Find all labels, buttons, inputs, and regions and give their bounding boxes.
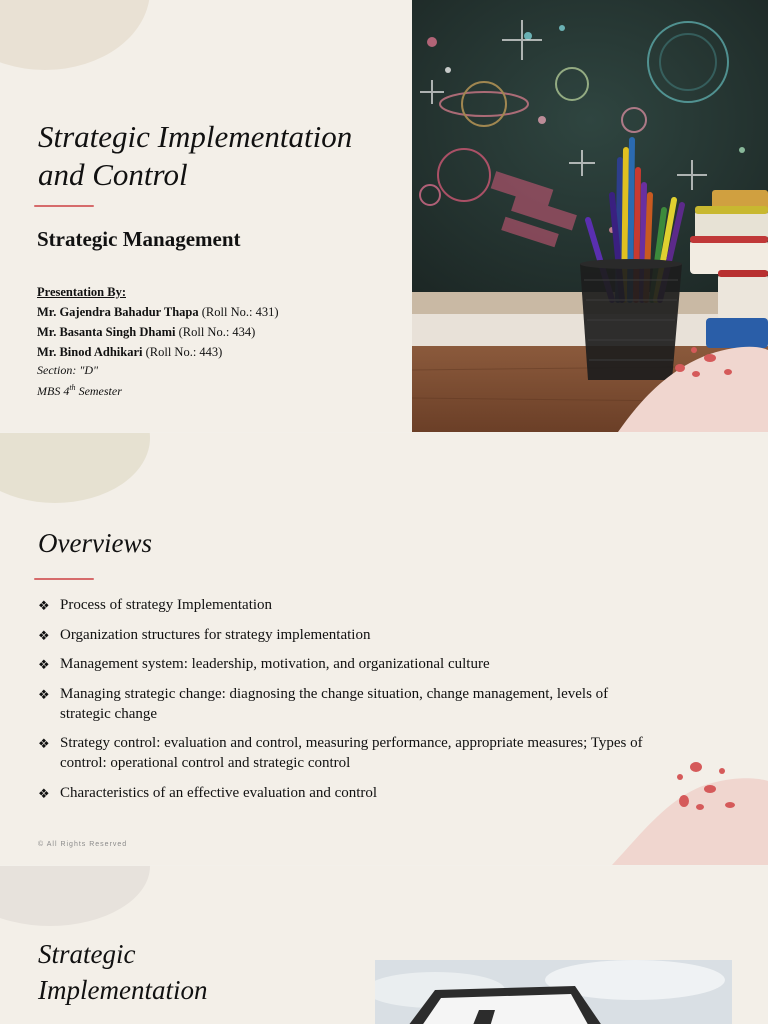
- presenter-roll: (Roll No.: 431): [201, 305, 279, 319]
- list-item: [38, 595, 658, 615]
- sign-illustration: [375, 960, 732, 1024]
- bullet-text: Organization structures for strategy implementation: [60, 626, 371, 643]
- title-underline: [34, 205, 94, 207]
- presenter-name: Mr. Basanta Singh Dhami: [37, 325, 176, 339]
- section-slide: [0, 866, 768, 1024]
- semester-prefix: MBS 4: [37, 384, 70, 398]
- presenter-name: Mr. Gajendra Bahadur Thapa: [37, 305, 199, 319]
- list-item: [38, 654, 658, 674]
- presenter-row: [37, 342, 278, 362]
- presenter-roll: (Roll No.: 434): [178, 325, 256, 339]
- decorative-blob: [0, 433, 150, 503]
- copyright-footer: © All Rights Reserved: [38, 841, 128, 848]
- section-info: [37, 362, 122, 400]
- list-item: [38, 625, 658, 645]
- title-line-2: Implementation: [38, 975, 208, 1005]
- decorative-blob: [0, 866, 150, 926]
- title-underline: [34, 578, 94, 580]
- presented-by-label: Presentation By:: [37, 285, 126, 299]
- semester-sup: th: [69, 383, 76, 392]
- semester-suffix: Semester: [75, 384, 122, 398]
- diamond-bullet-icon: ❖: [38, 736, 50, 751]
- slide-title: [38, 118, 352, 194]
- presenter-roll: (Roll No.: 443): [145, 345, 223, 359]
- presenter-row: [37, 302, 278, 322]
- list-item: [38, 684, 658, 724]
- title-line-1: Strategic Implementation: [38, 119, 353, 154]
- slide-subtitle: Strategic Management: [37, 227, 241, 251]
- decorative-blob: [0, 0, 150, 70]
- title-line-2: and Control: [38, 157, 188, 192]
- bullet-text: Strategy control: evaluation and control, measuring performance, appropriate measures; Types of control: operational control and strategic control: [60, 735, 643, 771]
- title-slide: [0, 0, 768, 432]
- overview-slide: [0, 433, 768, 865]
- sky-sign-photo: [375, 960, 732, 1024]
- semester-label: [37, 379, 122, 400]
- diamond-bullet-icon: ❖: [38, 598, 50, 613]
- presenter-row: [37, 322, 278, 342]
- slide-title: Overviews: [38, 528, 152, 558]
- decorative-corner-shape: [612, 753, 768, 865]
- slide-title: [38, 936, 207, 1008]
- diamond-bullet-icon: ❖: [38, 657, 50, 672]
- list-item: [38, 783, 658, 803]
- bullet-text: Managing strategic change: diagnosing the change situation, change management, levels of strategic change: [60, 685, 609, 722]
- title-line-1: Strategic: [38, 939, 136, 969]
- decorative-corner-shape: [600, 330, 768, 432]
- presenter-name: Mr. Binod Adhikari: [37, 345, 143, 359]
- bullet-text: Characteristics of an effective evaluation and control: [60, 784, 378, 801]
- diamond-bullet-icon: ❖: [38, 686, 50, 702]
- list-item: [38, 733, 658, 773]
- bullet-text: Process of strategy Implementation: [60, 597, 273, 613]
- diamond-bullet-icon: ❖: [38, 785, 50, 801]
- diamond-bullet-icon: ❖: [38, 627, 50, 643]
- presenters-block: [37, 282, 278, 362]
- bullet-list: [38, 595, 658, 812]
- section-label: Section: "D": [37, 363, 99, 377]
- bullet-text: Management system: leadership, motivation, and organizational culture: [60, 656, 490, 672]
